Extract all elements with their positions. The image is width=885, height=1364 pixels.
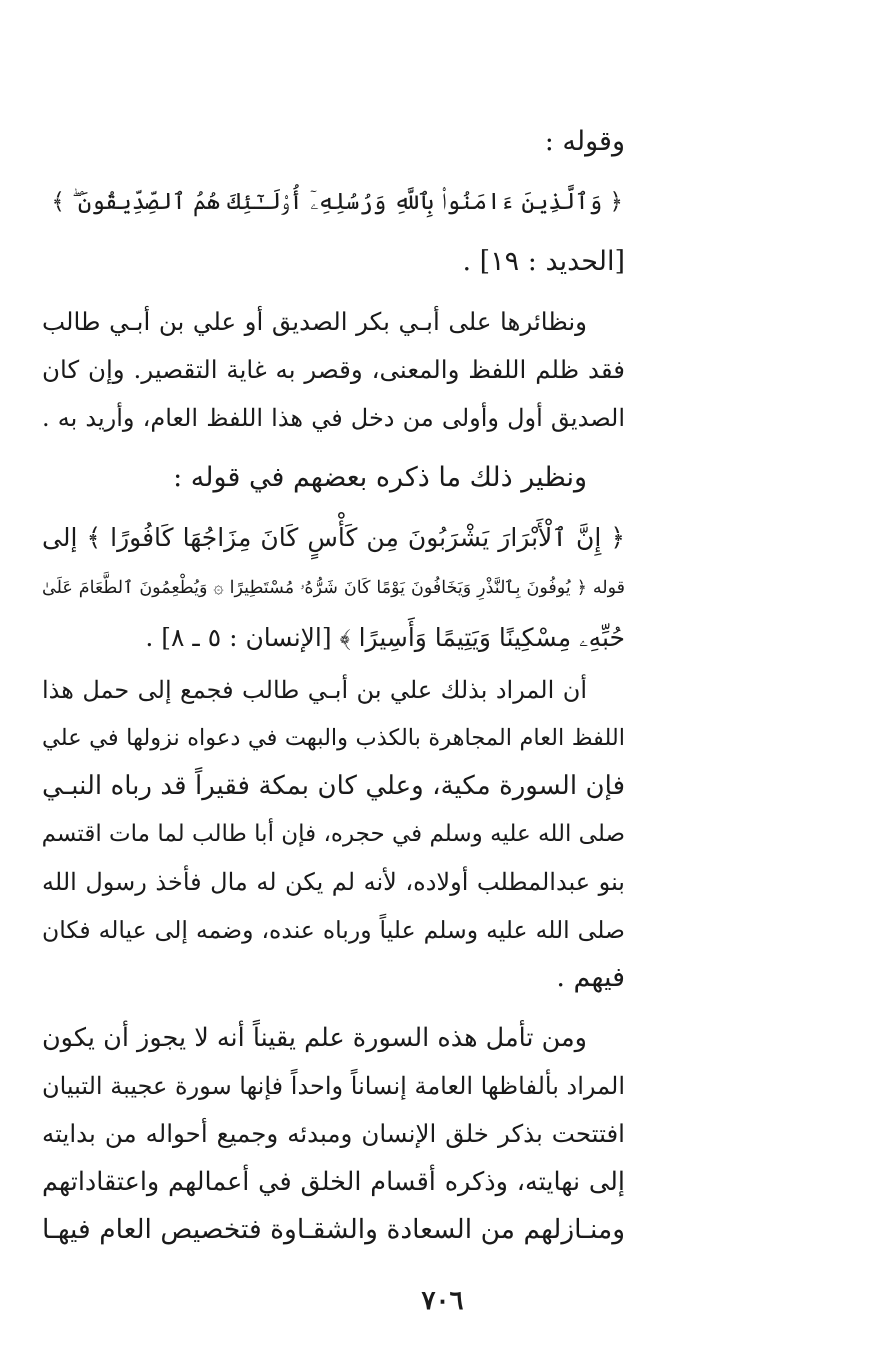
text-line: بنو عبدالمطلب أولاده، لأنه لم يكن له مال فأخذ رسول الله — [42, 868, 625, 896]
verse-citation-hadid: [الحديد : ١٩] . — [462, 246, 625, 277]
text-line-intro: وقوله : — [544, 126, 625, 157]
text-line: ونظائرها على أبـي بكر الصديق أو علي بن أبـي طالب — [42, 307, 587, 336]
text-line: ومن تأمل هذه السورة علم يقيناً أنه لا يجوز أن يكون — [41, 1023, 587, 1053]
text-line: إلى نهايته، وذكره أقسام الخلق في أعمالهم واعتقاداتهم — [42, 1167, 625, 1197]
text-line: صلى الله عليه وسلم علياً ورباه عنده، وضمه إلى عياله فكان — [42, 916, 625, 944]
text-line: اللفظ العام المجاهرة بالكذب والبهت في دعواه نزولها في علي — [42, 725, 625, 751]
text-line: أن المراد بذلك علي بن أبـي طالب فجمع إلى حمل هذا — [42, 676, 587, 704]
quran-verse-insan-2: قوله ﴿ يُوفُونَ بِٱلنَّذْرِ وَيَخَافُونَ يَوْمًا كَانَ شَرُّهُۥ مُسْتَطِيرًا ۞ وَيُطْعِمُونَ ٱلطَّعَامَ عَلَىٰ — [42, 578, 625, 598]
page-number: ٧٠٦ — [421, 1286, 464, 1316]
text-line: المراد بألفاظها العامة إنساناً واحداً فإنها سورة عجيبة التبيان — [41, 1072, 625, 1100]
text-line: فيهم . — [556, 962, 625, 993]
text-line: صلى الله عليه وسلم في حجره، فإن أبا طالب لما مات اقتسم — [41, 821, 625, 847]
text-line: فإن السورة مكية، وعلي كان بمكة فقيراً قد رباه النبـي — [42, 771, 625, 801]
quran-verse-insan-3: حُبِّهِۦ مِسْكِينًا وَيَتِيمًا وَأَسِيرًا ﴾ [الإنسان : ٥ ـ ٨] . — [145, 623, 625, 652]
text-line: ونظير ذلك ما ذكره بعضهم في قوله : — [173, 462, 587, 493]
quran-verse-hadid: ﴿ وَٱلَّذِينَ ءَامَنُوا۟ بِٱللَّهِ وَرُسُلِهِۦٓ أُو۟لَـٰٓئِكَ هُمُ ٱلصِّدِّيقُونَ ۖ ﴾ — [51, 189, 623, 215]
text-line: ومنـازلهم من السعادة والشقـاوة فتخصيص العام فيهـا — [42, 1214, 625, 1245]
quran-verse-insan-1: ﴿ إِنَّ ٱلْأَبْرَارَ يَشْرَبُونَ مِن كَأْسٍ كَانَ مِزَاجُهَا كَافُورًا ﴾ إلى — [42, 523, 625, 552]
text-line: فقد ظلم اللفظ والمعنى، وقصر به غاية التقصير. وإن كان — [42, 355, 625, 384]
text-line: افتتحت بذكر خلق الإنسان ومبدئه وجميع أحواله من بدايته — [42, 1119, 625, 1148]
text-line: الصديق أول وأولى من دخل في هذا اللفظ العام، وأريد به . — [42, 404, 625, 432]
